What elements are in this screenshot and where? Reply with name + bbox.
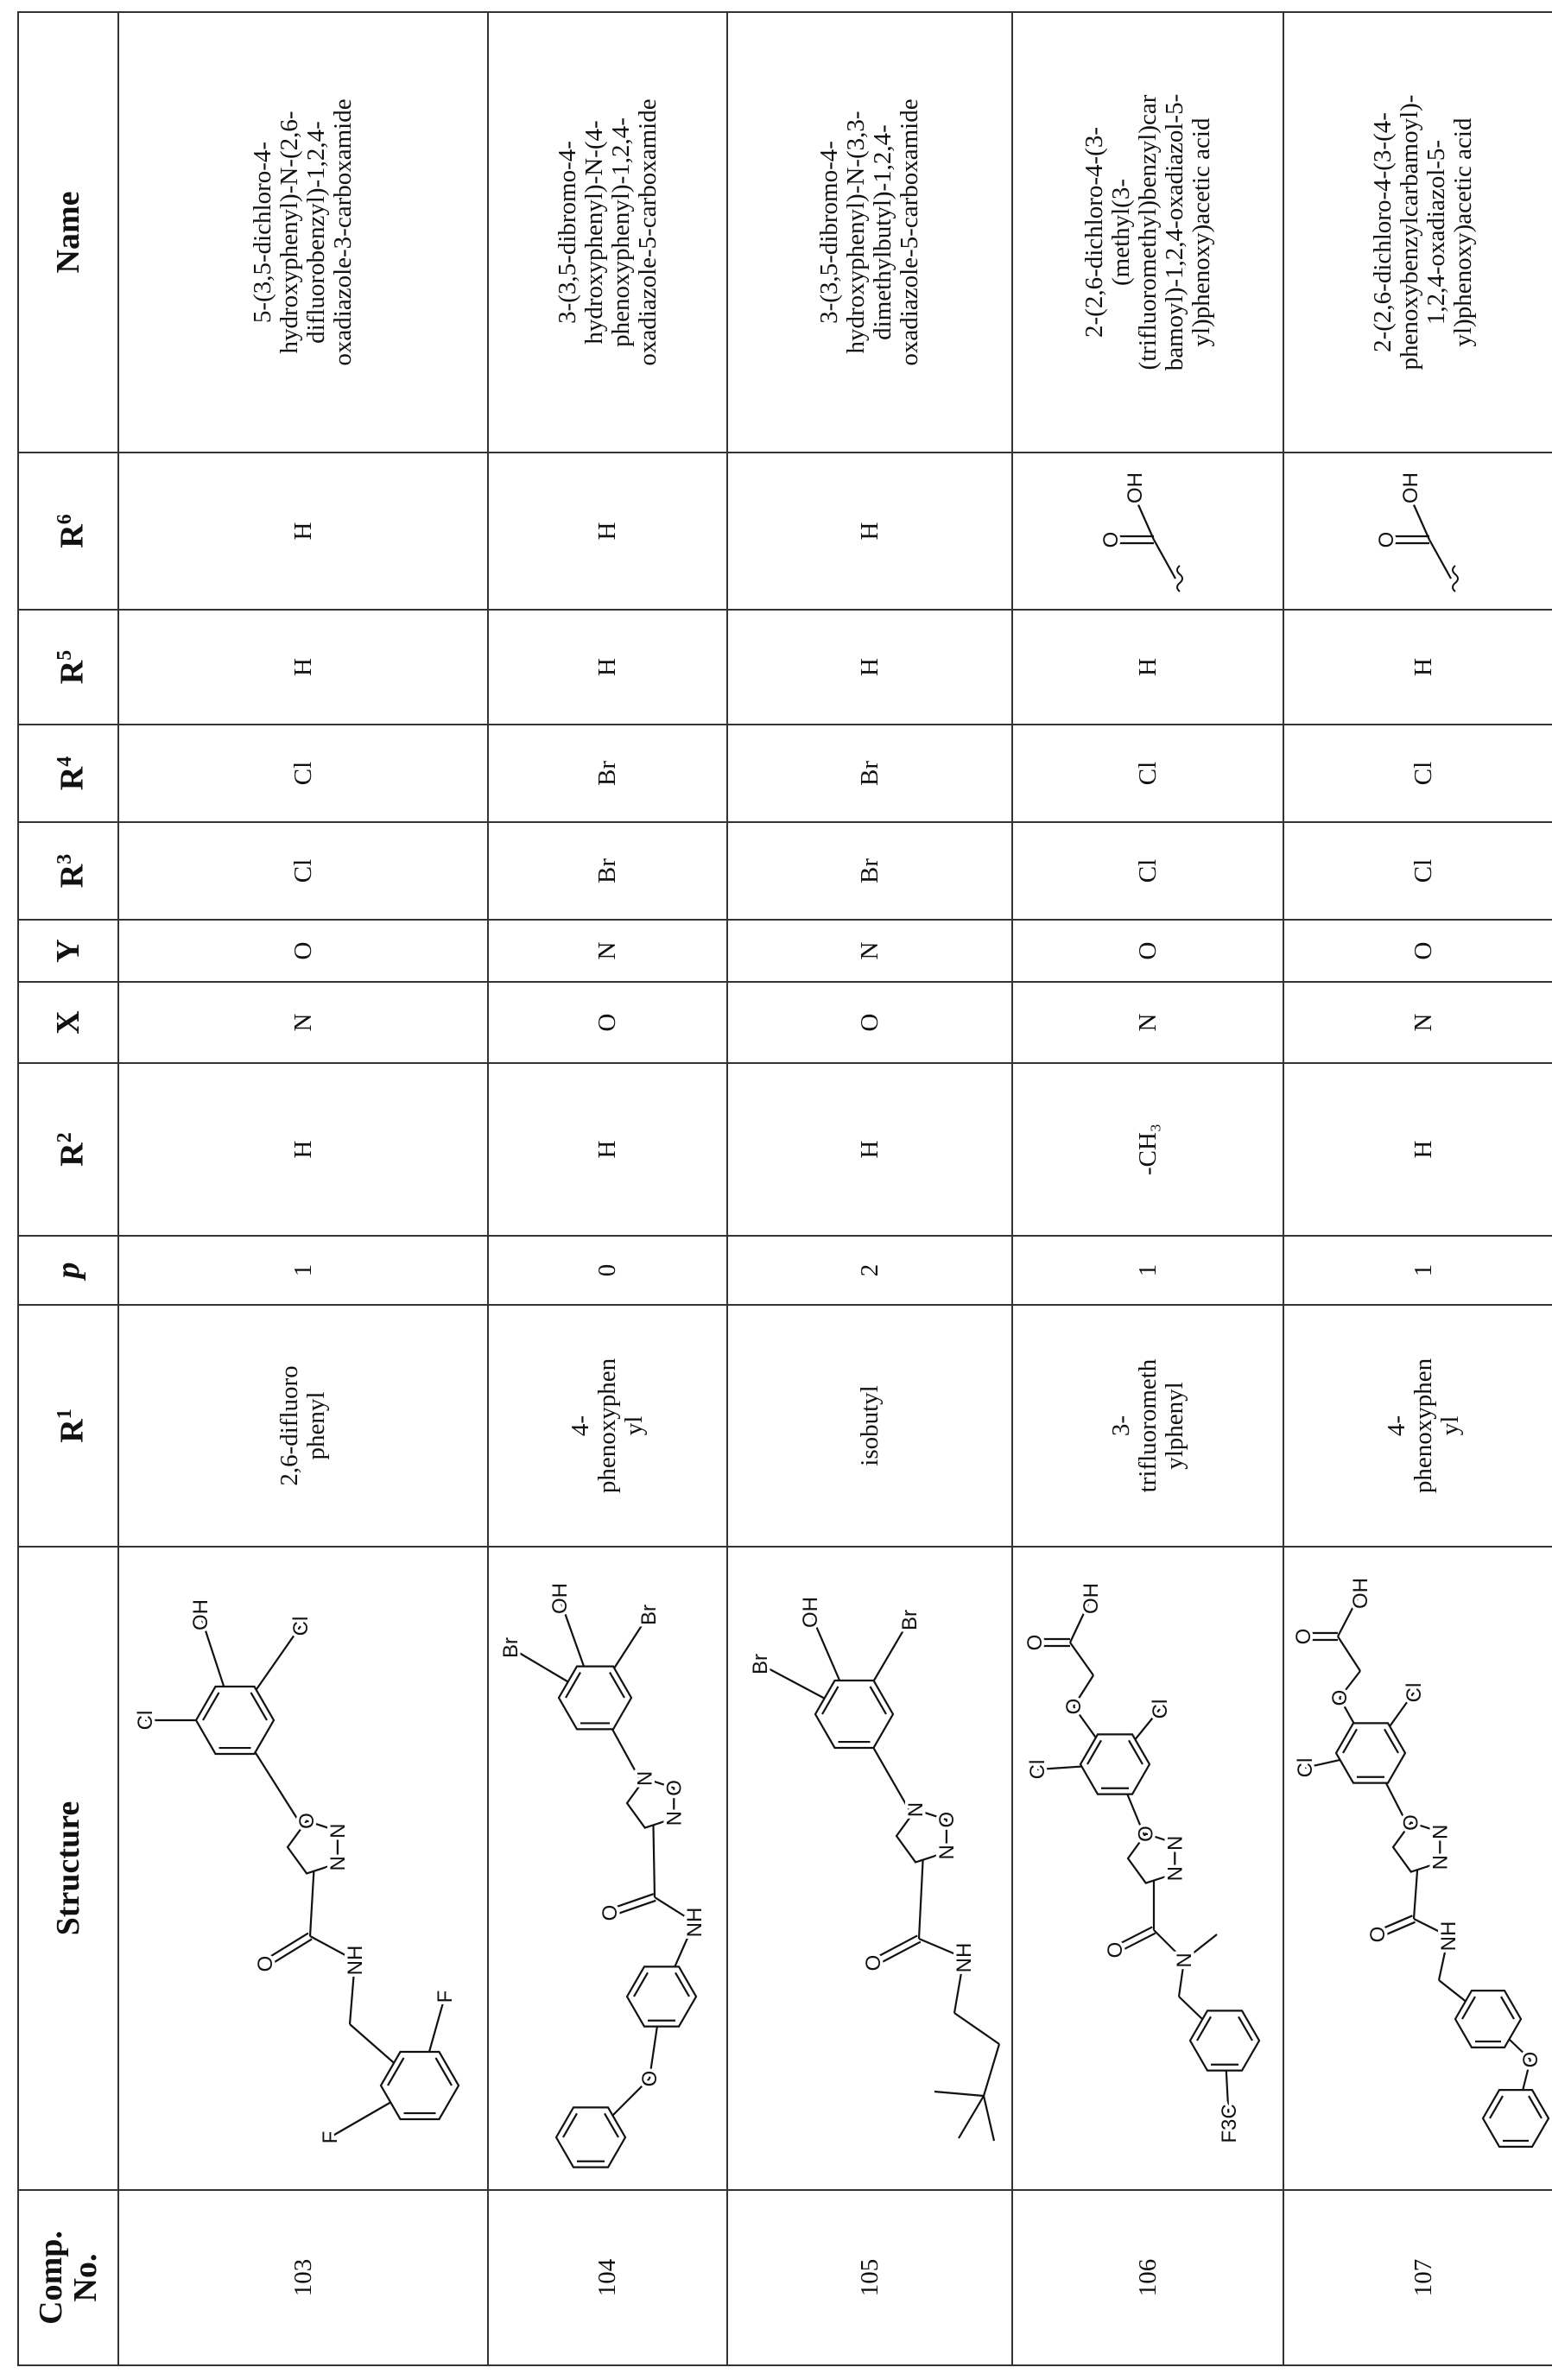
atom-label: O xyxy=(1135,1826,1158,1842)
benzene-ring xyxy=(1483,2090,1549,2147)
header-row xyxy=(18,12,118,2365)
x-value: N xyxy=(1012,982,1283,1063)
r6-structure-drawing xyxy=(1360,453,1481,609)
y-value: O xyxy=(1283,920,1552,982)
compound-name: 3-(3,5-dibromo-4- hydroxyphenyl)-N-(3,3- dimethylbutyl)-1,2,4- oxadiazole-5-carboxamide xyxy=(727,12,1012,453)
p-value: 1 xyxy=(1012,1236,1283,1305)
bond xyxy=(934,2092,984,2096)
r2-value: H xyxy=(1283,1063,1552,1236)
r5-value: H xyxy=(1283,610,1552,725)
r1-value: 3- trifluorometh ylphenyl xyxy=(1012,1305,1283,1547)
header-r3-base: R xyxy=(54,864,90,888)
benzene-ring xyxy=(1190,2010,1259,2070)
bond xyxy=(984,2044,999,2096)
header-r1-sup: 1 xyxy=(54,1408,76,1419)
compound-name: 2-(2,6-dichloro-4-(3- (methyl(3- (trifluoromethyl)benzyl)car bamoyl)-1,2,4-oxadiazol-5- yl)phenoxy)acetic acid xyxy=(1012,12,1283,453)
rotated-page xyxy=(17,13,1532,2366)
atom-label: O xyxy=(1023,1635,1047,1651)
atom-label: Cl xyxy=(1149,1700,1172,1719)
r3-value: Cl xyxy=(1012,822,1283,920)
benzene-ring xyxy=(556,2107,625,2167)
compound-name: 5-(3,5-dichloro-4- hydroxyphenyl)-N-(2,6- difluorobenzyl)-1,2,4- oxadiazole-3-carboxamide xyxy=(118,12,488,453)
r4-value: Cl xyxy=(118,725,488,822)
header-r5-base: R xyxy=(54,661,90,684)
atom-label: O xyxy=(599,1905,622,1921)
r3-value: Cl xyxy=(1283,822,1552,920)
table-row xyxy=(488,12,727,2365)
structure-cell xyxy=(118,1547,488,2190)
atom-label: Br xyxy=(637,1605,661,1625)
atom-label: Br xyxy=(499,1637,523,1658)
table-row xyxy=(118,12,488,2365)
r2-value: H xyxy=(118,1063,488,1236)
y-value: N xyxy=(727,920,1012,982)
atom-label: NH xyxy=(344,1946,367,1976)
atom-label: NH xyxy=(683,1908,706,1938)
header-name: Name xyxy=(18,12,118,453)
comp-no: 103 xyxy=(118,2190,488,2365)
atom-label: N xyxy=(634,1771,657,1786)
atom-label: O xyxy=(662,1780,686,1796)
x-value: N xyxy=(1283,982,1552,1063)
r6-value xyxy=(1012,453,1283,610)
comp-no: 105 xyxy=(727,2190,1012,2365)
header-r2 xyxy=(18,1063,118,1236)
atom-label: OH xyxy=(189,1599,212,1630)
structure-cell xyxy=(1283,1547,1552,2190)
r1-value: 2,6-difluoro phenyl xyxy=(118,1305,488,1547)
x-value: O xyxy=(488,982,727,1063)
atom-label: OH xyxy=(1124,472,1147,503)
atom-label: N xyxy=(1428,1855,1452,1870)
bond xyxy=(1429,540,1451,579)
atom-label: F3C xyxy=(1218,2104,1241,2143)
p-value: 1 xyxy=(1283,1236,1552,1305)
r5-value: H xyxy=(727,610,1012,725)
atom-label: N xyxy=(935,1845,959,1859)
structure-drawing xyxy=(1284,1547,1552,2189)
header-x: X xyxy=(18,982,118,1063)
compound-name: 2-(2,6-dichloro-4-(3-(4- phenoxybenzylcarbamoyl)- 1,2,4-oxadiazol-5- yl)phenoxy)acetic acid xyxy=(1283,12,1552,453)
header-r6 xyxy=(18,453,118,610)
structure-cell xyxy=(488,1547,727,2190)
p-value: 0 xyxy=(488,1236,727,1305)
bond xyxy=(959,2096,984,2138)
atom-label: O xyxy=(1104,1942,1127,1959)
benzene-ring xyxy=(627,1966,696,2026)
atom-label: N xyxy=(326,1824,350,1839)
structure-drawing xyxy=(728,1547,1005,2189)
header-structure: Structure xyxy=(18,1547,118,2190)
header-r6-base: R xyxy=(54,524,90,548)
atom-label: OH xyxy=(1349,1578,1372,1609)
header-r3 xyxy=(18,822,118,920)
atom-label: Cl xyxy=(1026,1760,1049,1780)
bond xyxy=(1412,501,1429,540)
bond xyxy=(1070,1643,1093,1675)
bond xyxy=(1338,1636,1360,1671)
r1-value: 4- phenoxyphen yl xyxy=(488,1305,727,1547)
header-r2-sup: 2 xyxy=(54,1132,76,1143)
header-y: Y xyxy=(18,920,118,982)
table-row xyxy=(1283,12,1552,2365)
header-r1 xyxy=(18,1305,118,1547)
bond xyxy=(1137,501,1154,540)
wavy-bond-icon xyxy=(1177,566,1182,592)
r5-value: H xyxy=(488,610,727,725)
atom-label: N xyxy=(1428,1825,1452,1839)
benzene-ring xyxy=(815,1681,893,1748)
wavy-bond-icon xyxy=(1453,566,1458,592)
bond xyxy=(984,2096,994,2141)
atom-label: O xyxy=(295,1813,319,1829)
r4-value: Cl xyxy=(1283,725,1552,822)
r3-value: Br xyxy=(727,822,1012,920)
atom-label: OH xyxy=(1399,472,1422,503)
benzene-ring xyxy=(196,1687,274,1754)
header-r5-sup: 5 xyxy=(54,650,76,661)
header-r5 xyxy=(18,610,118,725)
atom-label: O xyxy=(254,1956,277,1972)
structure-cell xyxy=(727,1547,1012,2190)
atom-label: N xyxy=(326,1856,350,1870)
header-r2-base: R xyxy=(54,1143,90,1166)
r2-value: H xyxy=(488,1063,727,1236)
atom-label: F xyxy=(434,1991,457,2003)
table-row xyxy=(727,12,1012,2365)
r6-structure-drawing xyxy=(1085,453,1206,609)
atom-label: N xyxy=(1163,1866,1187,1881)
structure-drawing xyxy=(489,1547,720,2189)
atom-label: F xyxy=(319,2131,342,2144)
r3-value: Cl xyxy=(118,822,488,920)
atom-label: OH xyxy=(1080,1583,1103,1614)
r3-value: Br xyxy=(488,822,727,920)
atom-label: O xyxy=(1292,1629,1315,1645)
atom-label: O xyxy=(1062,1699,1086,1715)
atom-label: O xyxy=(1328,1690,1352,1706)
header-r6-sup: 6 xyxy=(54,514,76,524)
r4-value: Cl xyxy=(1012,725,1283,822)
structure-cell xyxy=(1012,1547,1283,2190)
atom-label: Cl xyxy=(134,1711,157,1731)
r4-value: Br xyxy=(488,725,727,822)
r6-value xyxy=(1283,453,1552,610)
atom-label: O xyxy=(862,1955,885,1972)
x-value: O xyxy=(727,982,1012,1063)
r6-value: H xyxy=(488,453,727,610)
benzene-ring xyxy=(1455,1991,1521,2048)
p-value: 1 xyxy=(118,1236,488,1305)
comp-no: 104 xyxy=(488,2190,727,2365)
benzene-ring xyxy=(1080,1734,1150,1794)
atom-label: Br xyxy=(898,1610,922,1630)
header-p: p xyxy=(18,1236,118,1305)
atom-label: Cl xyxy=(1403,1683,1426,1703)
y-value: N xyxy=(488,920,727,982)
r2-value: -CH₃ xyxy=(1012,1063,1283,1236)
r4-value: Br xyxy=(727,725,1012,822)
atom-label: N xyxy=(662,1811,686,1826)
atom-label: O xyxy=(638,2071,662,2087)
bond xyxy=(1154,540,1175,579)
atom-label: Br xyxy=(749,1654,772,1674)
atom-label: OH xyxy=(548,1583,572,1614)
atom-label: N xyxy=(1163,1836,1187,1851)
atom-label: Cl xyxy=(1294,1758,1317,1778)
compound-name: 3-(3,5-dibromo-4- hydroxyphenyl)-N-(4- phenoxyphenyl)-1,2,4- oxadiazole-5-carboxamide xyxy=(488,12,727,453)
atom-label: O xyxy=(1375,532,1398,548)
benzene-ring xyxy=(1336,1723,1405,1782)
benzene-ring xyxy=(559,1667,631,1730)
r1-value: isobutyl xyxy=(727,1305,1012,1547)
r5-value: H xyxy=(1012,610,1283,725)
table-row xyxy=(1012,12,1283,2365)
bond xyxy=(954,2013,999,2044)
comp-no: 107 xyxy=(1283,2190,1552,2365)
header-r3-sup: 3 xyxy=(54,854,76,864)
atom-label: N xyxy=(904,1802,928,1817)
r6-value: H xyxy=(727,453,1012,610)
structure-drawing xyxy=(119,1547,481,2189)
r5-value: H xyxy=(118,610,488,725)
r1-value: 4- phenoxyphen yl xyxy=(1283,1305,1552,1547)
header-comp-no: Comp. No. xyxy=(18,2190,118,2365)
atom-label: Cl xyxy=(289,1617,313,1636)
atom-label: O xyxy=(1400,1814,1423,1831)
header-r4 xyxy=(18,725,118,822)
comp-no: 106 xyxy=(1012,2190,1283,2365)
atom-label: O xyxy=(1099,532,1123,548)
r2-value: H xyxy=(727,1063,1012,1236)
atom-label: OH xyxy=(799,1597,822,1628)
atom-label: O xyxy=(935,1812,959,1828)
compound-table xyxy=(17,11,1552,2366)
atom-label: O xyxy=(1366,1927,1390,1943)
r6-value: H xyxy=(118,453,488,610)
header-r4-base: R xyxy=(54,767,90,790)
p-value: 2 xyxy=(727,1236,1012,1305)
header-r4-sup: 4 xyxy=(54,756,76,767)
atom-label: N xyxy=(1173,1953,1196,1967)
header-r1-base: R xyxy=(54,1419,90,1442)
y-value: O xyxy=(118,920,488,982)
structure-drawing xyxy=(1013,1547,1276,2189)
x-value: N xyxy=(118,982,488,1063)
atom-label: NH xyxy=(1437,1921,1460,1952)
atom-label: O xyxy=(1519,2052,1542,2068)
y-value: O xyxy=(1012,920,1283,982)
atom-label: NH xyxy=(953,1943,976,1973)
